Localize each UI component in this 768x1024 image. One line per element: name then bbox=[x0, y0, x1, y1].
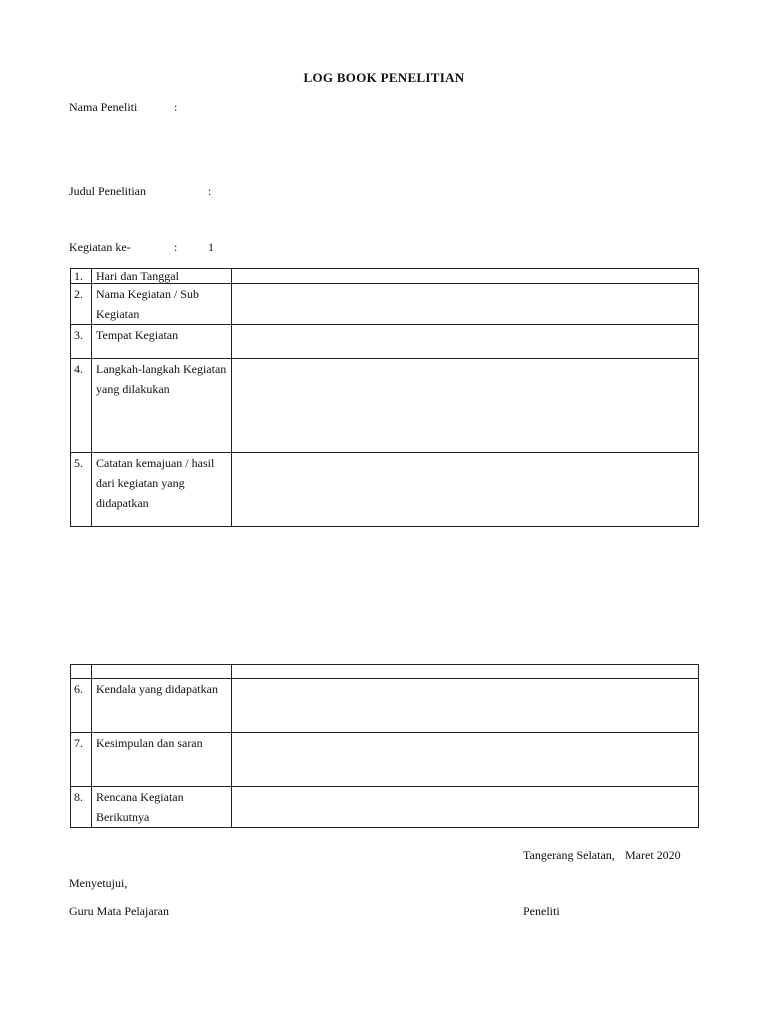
table-row bbox=[71, 787, 699, 828]
row-value[interactable] bbox=[232, 787, 699, 828]
nama-peneliti-label: Nama Peneliti bbox=[69, 100, 138, 114]
page-title: LOG BOOK PENELITIAN bbox=[303, 70, 465, 85]
row-label bbox=[92, 665, 232, 679]
row-value[interactable] bbox=[232, 284, 699, 325]
row-label: Rencana Kegiatan Berikutnya bbox=[92, 787, 232, 828]
row-number: 6. bbox=[71, 679, 92, 733]
table-row bbox=[71, 733, 699, 787]
right-signer-label: Peneliti bbox=[523, 904, 560, 918]
row-value[interactable] bbox=[232, 325, 699, 359]
row-number bbox=[71, 665, 92, 679]
left-signer-label: Guru Mata Pelajaran bbox=[69, 904, 169, 918]
row-label: Nama Kegiatan / Sub Kegiatan bbox=[92, 284, 232, 325]
row-value[interactable] bbox=[232, 453, 699, 527]
table-row bbox=[71, 325, 699, 359]
table-row bbox=[71, 269, 699, 284]
approval-label: Menyetujui, bbox=[69, 876, 128, 890]
kegiatan-ke-label: Kegiatan ke- bbox=[69, 240, 131, 254]
row-value[interactable] bbox=[232, 733, 699, 787]
row-number: 1. bbox=[71, 269, 92, 284]
table-row bbox=[71, 665, 699, 679]
kegiatan-ke-value[interactable]: 1 bbox=[208, 240, 214, 254]
table-row bbox=[71, 359, 699, 453]
kegiatan-ke-colon: : bbox=[174, 240, 178, 254]
judul-penelitian-colon: : bbox=[208, 184, 212, 198]
row-value[interactable] bbox=[232, 679, 699, 733]
row-number: 5. bbox=[71, 453, 92, 527]
row-number: 7. bbox=[71, 733, 92, 787]
signing-place: Tangerang Selatan, bbox=[523, 848, 615, 862]
row-label: Hari dan Tanggal bbox=[92, 269, 232, 284]
evaluation-table bbox=[70, 664, 699, 828]
table-row bbox=[71, 284, 699, 325]
row-value[interactable] bbox=[232, 359, 699, 453]
row-label: Tempat Kegiatan bbox=[92, 325, 232, 359]
row-value[interactable] bbox=[232, 269, 699, 284]
table-row bbox=[71, 453, 699, 527]
nama-peneliti-colon: : bbox=[174, 100, 178, 114]
table-row bbox=[71, 679, 699, 733]
judul-penelitian-label: Judul Penelitian bbox=[69, 184, 146, 198]
row-label: Langkah-langkah Kegiatan yang dilakukan bbox=[92, 359, 232, 453]
row-number: 3. bbox=[71, 325, 92, 359]
row-value[interactable] bbox=[232, 665, 699, 679]
signing-date: Maret 2020 bbox=[625, 848, 681, 862]
row-number: 4. bbox=[71, 359, 92, 453]
row-number: 2. bbox=[71, 284, 92, 325]
row-label: Kendala yang didapatkan bbox=[92, 679, 232, 733]
activity-table bbox=[70, 268, 699, 527]
row-label: Catatan kemajuan / hasil dari kegiatan yang didapatkan bbox=[92, 453, 232, 527]
row-label: Kesimpulan dan saran bbox=[92, 733, 232, 787]
row-number: 8. bbox=[71, 787, 92, 828]
